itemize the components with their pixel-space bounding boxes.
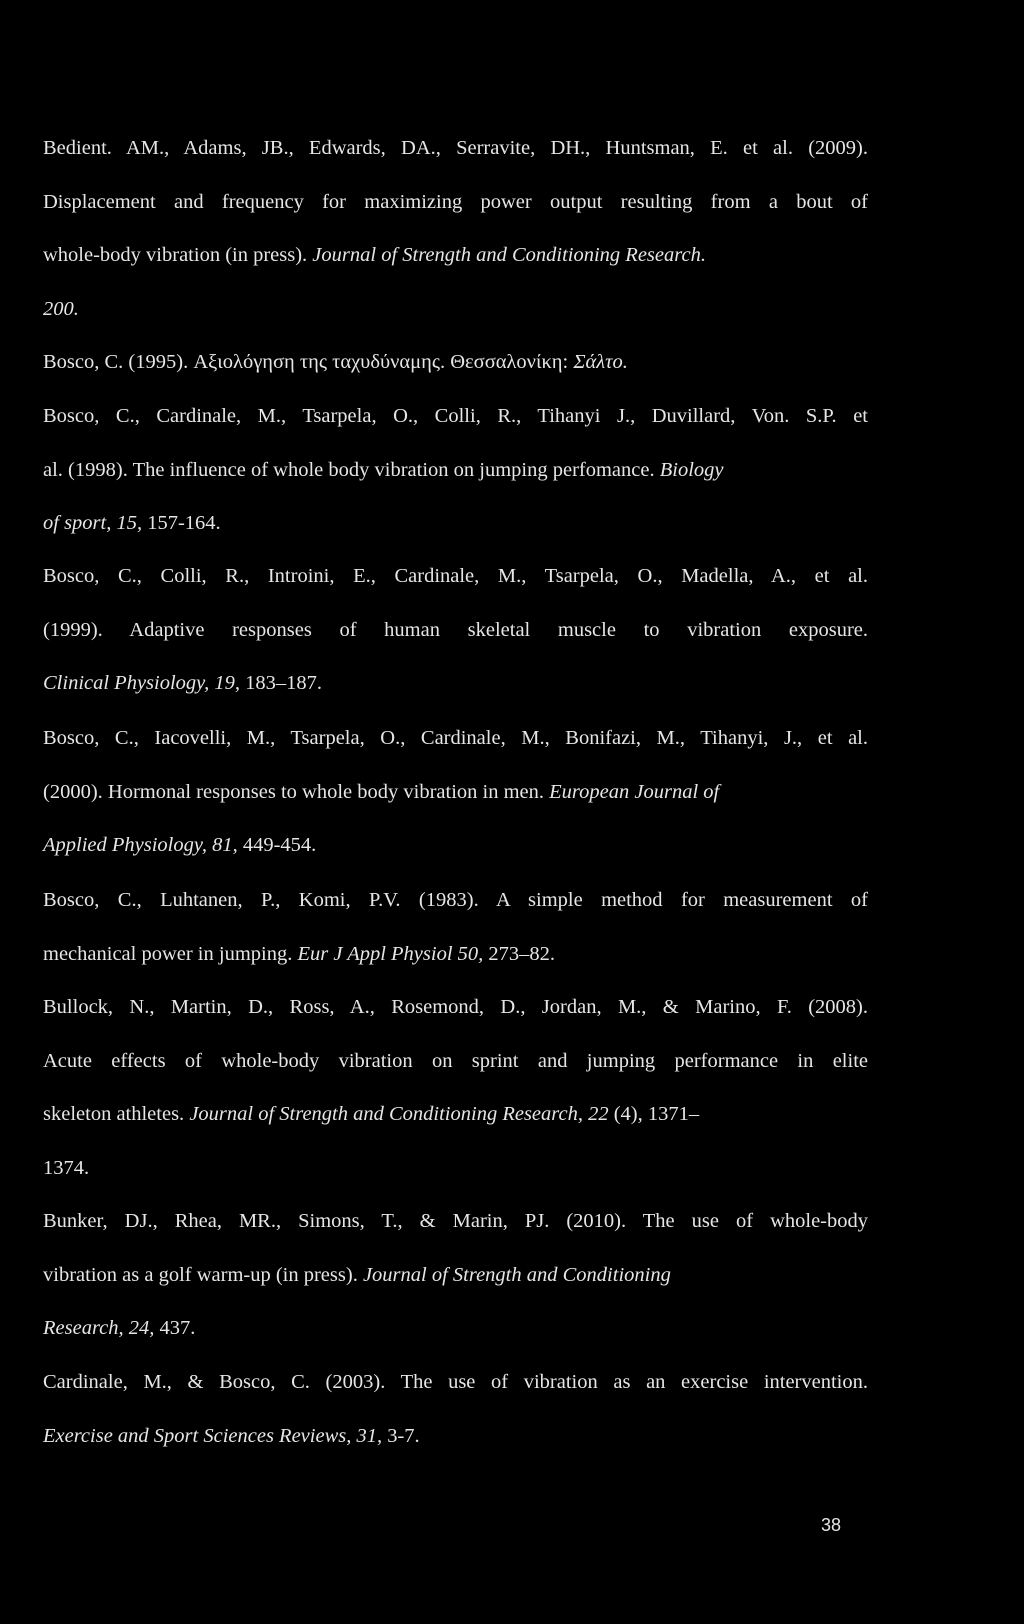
reference-entry: [43, 336, 868, 390]
reference-entry: [43, 712, 868, 873]
reference-journal: Biology: [659, 458, 724, 481]
reference-text: Bosco, C., Luhtanen, P., Komi, P.V. (1983). A simple method for measurement of: [43, 889, 868, 911]
reference-pages: 449-454.: [237, 834, 317, 857]
reference-text: Bullock, N., Martin, D., Ross, A., Rosemond, D., Jordan, M., & Marino, F. (2008).: [43, 996, 868, 1018]
reference-line: [43, 657, 868, 711]
reference-line: [43, 1249, 868, 1303]
reference-line: [43, 1035, 868, 1089]
reference-line: [43, 1356, 868, 1410]
reference-journal: Research, 24,: [43, 1317, 155, 1340]
reference-pages: 273–82.: [483, 942, 556, 965]
reference-text: (2000). Hormonal responses to whole body vibration in men.: [43, 780, 550, 803]
reference-text: Bosco, C. (1995). Αξιολόγηση της ταχυδύναμης. Θεσσαλονίκη:: [43, 351, 574, 373]
reference-line: [43, 1195, 868, 1249]
reference-line: [43, 604, 868, 658]
reference-text: Acute effects of whole-body vibration on sprint and jumping performance in elite: [43, 1049, 868, 1072]
reference-text: skeleton athletes.: [43, 1103, 190, 1126]
reference-entry: [43, 550, 868, 711]
reference-pages: 183–187.: [240, 672, 323, 695]
reference-pages: 3-7.: [382, 1424, 420, 1447]
reference-line: [43, 283, 868, 337]
reference-text: Displacement and frequency for maximizing power output resulting from a bout of: [43, 190, 868, 213]
reference-text: Bedient. AM., Adams, JB., Edwards, DA., Serravite, DH., Huntsman, E. et al. (2009).: [43, 137, 868, 159]
reference-text: Cardinale, M., & Bosco, C. (2003). The use of vibration as an exercise intervention.: [43, 1371, 868, 1393]
reference-text: Bosco, C., Iacovelli, M., Tsarpela, O., Cardinale, M., Bonifazi, M., Tihanyi, J., et al.: [43, 727, 868, 749]
reference-line: [43, 1142, 868, 1196]
reference-publisher: Σάλτο.: [573, 351, 628, 373]
reference-text: Bosco, C., Colli, R., Introini, E., Cardinale, M., Tsarpela, O., Madella, A., et al.: [43, 565, 868, 587]
reference-line: [43, 819, 868, 873]
reference-journal: of sport, 15,: [43, 512, 143, 535]
reference-entry: [43, 122, 868, 336]
reference-pages: 437.: [154, 1317, 196, 1340]
reference-pages: 157-164.: [142, 512, 221, 535]
reference-entry: [43, 874, 868, 981]
reference-line: [43, 766, 868, 820]
reference-journal: Journal of Strength and Conditioning Research.: [312, 244, 706, 267]
reference-entry: [43, 981, 868, 1195]
reference-entry: [43, 390, 868, 551]
reference-journal: Exercise and Sport Sciences Reviews, 31,: [43, 1424, 383, 1447]
reference-journal: Journal of Strength and Conditioning: [362, 1263, 671, 1286]
reference-line: [43, 1088, 868, 1142]
reference-line: [43, 229, 868, 283]
reference-journal: Clinical Physiology, 19,: [43, 672, 241, 695]
reference-text: (1999). Adaptive responses of human skeletal muscle to vibration exposure.: [43, 618, 868, 641]
reference-journal: Eur J Appl Physiol 50,: [297, 942, 484, 965]
reference-text: Bunker, DJ., Rhea, MR., Simons, T., & Marin, PJ. (2010). The use of whole-body: [43, 1210, 868, 1232]
reference-line: [43, 1410, 868, 1464]
reference-line: [43, 444, 868, 498]
reference-text: al. (1998). The influence of whole body vibration on jumping perfomance.: [43, 458, 660, 481]
reference-line: [43, 1302, 868, 1356]
reference-line: [43, 928, 868, 982]
reference-text: whole-body vibration (in press).: [43, 244, 313, 267]
reference-line: [43, 981, 868, 1035]
reference-line: [43, 497, 868, 551]
reference-pages: 1374.: [43, 1156, 90, 1179]
reference-pages: (4), 1371–: [608, 1103, 700, 1126]
reference-volume: 200.: [43, 297, 79, 320]
reference-line: [43, 390, 868, 444]
reference-entry: [43, 1195, 868, 1356]
reference-journal: Journal of Strength and Conditioning Research, 22: [189, 1103, 609, 1126]
reference-text: vibration as a golf warm-up (in press).: [43, 1263, 363, 1286]
page-number: 38: [820, 1515, 841, 1535]
reference-line: [43, 712, 868, 766]
reference-entry: [43, 1356, 868, 1463]
reference-line: [43, 874, 868, 928]
reference-line: [43, 176, 868, 230]
reference-line: [43, 550, 868, 604]
reference-journal: European Journal of: [549, 780, 720, 803]
reference-line: [43, 336, 868, 390]
reference-journal: Applied Physiology, 81,: [43, 834, 238, 857]
reference-text: mechanical power in jumping.: [43, 942, 298, 965]
reference-line: [43, 122, 868, 176]
reference-text: Bosco, C., Cardinale, M., Tsarpela, O., Colli, R., Tihanyi J., Duvillard, Von. S.P. et: [43, 405, 868, 427]
